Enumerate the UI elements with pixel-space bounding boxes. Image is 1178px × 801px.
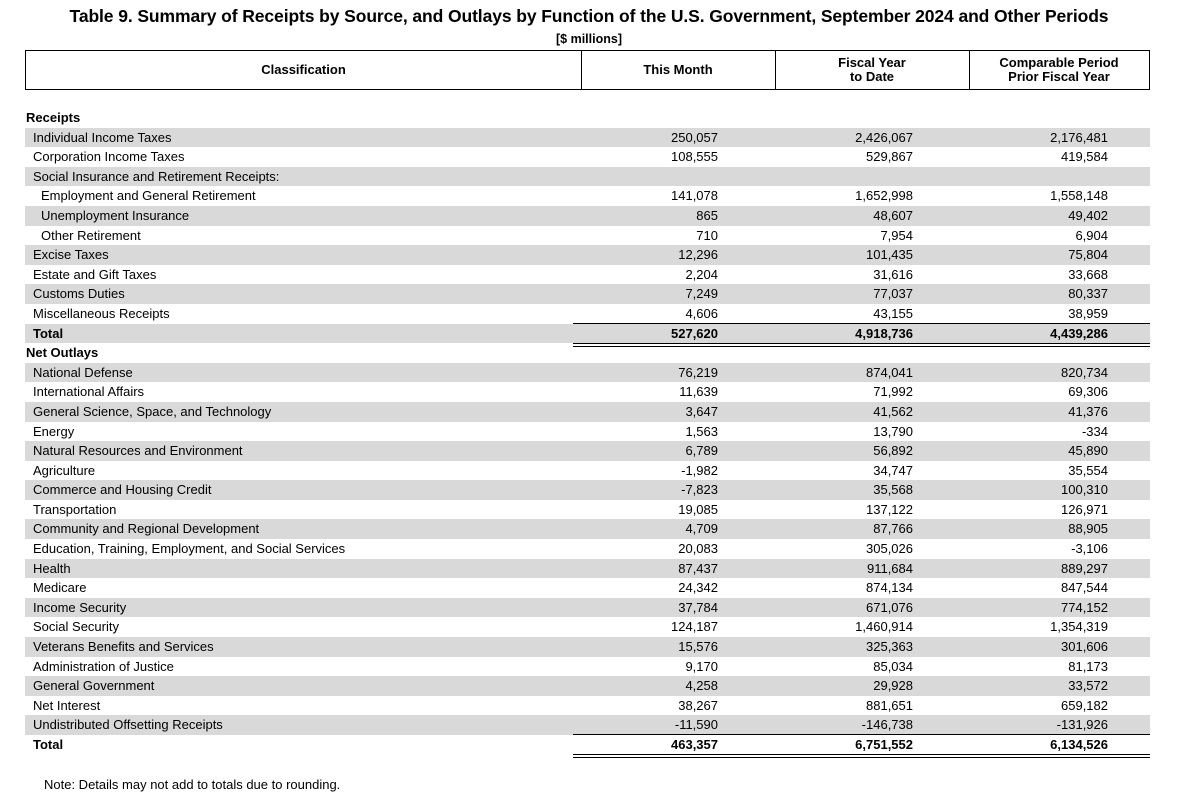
row-label: Employment and General Retirement [41,188,256,204]
table-header [25,50,1150,92]
row-label: Estate and Gift Taxes [33,266,157,282]
cell-fiscal-year-to-date: 2,426,067 [855,129,913,145]
header-fiscal-year-to-date [775,50,970,90]
cell-this-month: 24,342 [678,580,718,596]
cell-fiscal-year-to-date: 13,790 [873,423,913,439]
cell-prior-period: 33,668 [1068,266,1108,282]
cell-fiscal-year-to-date: 137,122 [866,501,913,517]
table-row [25,676,1150,696]
cell-fiscal-year-to-date: 56,892 [873,443,913,459]
cell-fiscal-year-to-date: 34,747 [873,462,913,478]
cell-this-month: 3,647 [685,403,718,419]
total-bottom-rule [573,754,1150,755]
outlays-section-title-label: Net Outlays [26,345,99,361]
cell-this-month: 2,204 [685,266,718,282]
table-row [25,422,1150,442]
cell-prior-period: 100,310 [1061,482,1108,498]
cell-prior-period: 33,572 [1068,678,1108,694]
table-row [25,245,1150,265]
cell-this-month: 12,296 [678,247,718,263]
row-label: Social Insurance and Retirement Receipts: [33,168,280,184]
cell-fiscal-year-to-date: 87,766 [873,521,913,537]
header-this-month [581,50,776,90]
cell-fiscal-year-to-date: 6,751,552 [855,737,913,752]
cell-fiscal-year-to-date: 35,568 [873,482,913,498]
table-row [25,657,1150,677]
cell-fiscal-year-to-date: 874,041 [866,364,913,380]
cell-this-month: 37,784 [678,599,718,615]
cell-this-month: 250,057 [671,129,718,145]
row-label: General Government [33,678,155,694]
cell-prior-period: 35,554 [1068,462,1108,478]
cell-prior-period: 88,905 [1068,521,1108,537]
row-label: Net Interest [33,697,101,713]
row-label: Administration of Justice [33,658,174,674]
table-row [25,167,1150,187]
table-body [25,108,1150,755]
cell-fiscal-year-to-date: 101,435 [866,247,913,263]
cell-this-month: 141,078 [671,188,718,204]
row-label: International Affairs [33,384,145,400]
table-row [25,696,1150,716]
table-row [25,186,1150,206]
cell-this-month: 15,576 [678,639,718,655]
cell-this-month: 463,357 [671,737,718,752]
outlays-section-title [25,343,1150,363]
table-row [25,147,1150,167]
table-row [25,715,1150,735]
total-top-rule [573,323,1150,324]
table-row [25,402,1150,422]
cell-prior-period: 301,606 [1061,639,1108,655]
row-label: General Science, Space, and Technology [33,403,272,419]
header-fytd-line1: Fiscal Year [838,55,906,70]
row-label: Total [33,325,64,341]
header-classification-label: Classification [261,62,346,77]
cell-prior-period: -131,926 [1056,717,1108,733]
cell-fiscal-year-to-date: 71,992 [873,384,913,400]
table-row [25,441,1150,461]
table-row [25,637,1150,657]
table-row [25,559,1150,579]
total-row [25,324,1150,344]
table-row [25,284,1150,304]
cell-prior-period: 1,558,148 [1050,188,1108,204]
cell-prior-period: -3,106 [1071,541,1108,557]
cell-fiscal-year-to-date: 48,607 [873,207,913,223]
cell-fiscal-year-to-date: 881,651 [866,697,913,713]
cell-fiscal-year-to-date: 31,616 [873,266,913,282]
row-label: Undistributed Offsetting Receipts [33,717,223,733]
cell-fiscal-year-to-date: -146,738 [861,717,913,733]
cell-this-month: 7,249 [685,286,718,302]
cell-this-month: 710 [696,227,718,243]
cell-fiscal-year-to-date: 29,928 [873,678,913,694]
row-label: Agriculture [33,462,96,478]
cell-prior-period: 4,439,286 [1050,325,1108,341]
total-row [25,735,1150,755]
table-row [25,382,1150,402]
cell-this-month: 11,639 [679,384,718,400]
cell-fiscal-year-to-date: 43,155 [873,305,913,321]
cell-this-month: 865 [696,207,718,223]
cell-this-month: -7,823 [681,482,718,498]
cell-this-month: -1,982 [681,462,718,478]
table-subtitle: [$ millions] [556,32,622,46]
row-label: Commerce and Housing Credit [33,482,212,498]
cell-prior-period: 419,584 [1061,149,1108,165]
cell-prior-period: 75,804 [1068,247,1108,263]
cell-prior-period: 41,376 [1068,403,1108,419]
row-label: Corporation Income Taxes [33,149,185,165]
cell-this-month: 108,555 [671,149,718,165]
cell-prior-period: -334 [1081,423,1108,439]
row-label: Community and Regional Development [33,521,260,537]
row-label: Individual Income Taxes [33,129,172,145]
row-label: Energy [33,423,75,439]
row-label: Medicare [33,580,87,596]
cell-this-month: 38,267 [678,697,718,713]
cell-fiscal-year-to-date: 7,954 [880,227,913,243]
row-label: National Defense [33,364,133,380]
row-label: Miscellaneous Receipts [33,305,170,321]
cell-this-month: 4,606 [685,305,718,321]
header-classification [25,50,582,90]
cell-fiscal-year-to-date: 305,026 [866,541,913,557]
row-label: Transportation [33,501,117,517]
cell-fiscal-year-to-date: 1,460,914 [855,619,913,635]
row-label: Natural Resources and Environment [33,443,243,459]
row-label: Excise Taxes [33,247,109,263]
cell-this-month: 19,085 [678,501,718,517]
cell-fiscal-year-to-date: 41,562 [873,403,913,419]
row-label: Veterans Benefits and Services [33,639,214,655]
table-row [25,519,1150,539]
cell-prior-period: 659,182 [1061,697,1108,713]
cell-fiscal-year-to-date: 911,684 [866,560,913,576]
cell-prior-period: 69,306 [1068,384,1108,400]
header-this-month-label: This Month [643,62,713,77]
cell-fiscal-year-to-date: 874,134 [866,580,913,596]
cell-fiscal-year-to-date: 671,076 [866,599,913,615]
header-prior-line1: Comparable Period [999,55,1119,70]
row-label: Total [33,737,64,752]
table-row [25,598,1150,618]
cell-this-month: 76,219 [678,364,718,380]
cell-prior-period: 49,402 [1068,207,1108,223]
cell-this-month: 20,083 [678,541,718,557]
cell-prior-period: 2,176,481 [1050,129,1108,145]
table-note: Note: Details may not add to totals due to rounding. [44,777,341,792]
table-row [25,500,1150,520]
cell-prior-period: 774,152 [1061,599,1108,615]
row-label: Social Security [33,619,119,635]
cell-this-month: 124,187 [671,619,718,635]
cell-fiscal-year-to-date: 85,034 [873,658,913,674]
table-row [25,363,1150,383]
header-fytd-line2: to Date [849,69,895,84]
cell-prior-period: 889,297 [1061,560,1108,576]
table-row [25,128,1150,148]
cell-prior-period: 80,337 [1068,286,1108,302]
table-row [25,206,1150,226]
cell-prior-period: 6,134,526 [1050,737,1108,752]
table-row [25,617,1150,637]
cell-this-month: 4,709 [685,521,718,537]
cell-this-month: 527,620 [671,325,718,341]
cell-prior-period: 820,734 [1061,364,1108,380]
table-title: Table 9. Summary of Receipts by Source, and Outlays by Function of the U.S. Government, September 2024 and Other Periods [69,6,1109,26]
receipts-section-title [25,108,1150,128]
cell-fiscal-year-to-date: 1,652,998 [855,188,913,204]
cell-prior-period: 81,173 [1068,658,1108,674]
cell-prior-period: 6,904 [1075,227,1108,243]
cell-this-month: -11,590 [674,717,718,733]
row-label: Income Security [33,599,127,615]
cell-fiscal-year-to-date: 4,918,736 [855,325,913,341]
cell-prior-period: 38,959 [1068,305,1108,321]
table-row [25,578,1150,598]
cell-this-month: 9,170 [685,658,718,674]
row-label: Health [33,560,71,576]
table-row [25,539,1150,559]
cell-fiscal-year-to-date: 77,037 [873,286,913,302]
cell-this-month: 4,258 [685,678,718,694]
cell-prior-period: 45,890 [1068,443,1108,459]
table-row [25,461,1150,481]
row-label: Customs Duties [33,286,125,302]
cell-fiscal-year-to-date: 529,867 [866,149,913,165]
cell-this-month: 87,437 [678,560,718,576]
cell-prior-period: 126,971 [1061,501,1108,517]
table-row [25,226,1150,246]
cell-prior-period: 1,354,319 [1050,619,1108,635]
table-row [25,304,1150,324]
cell-prior-period: 847,544 [1061,580,1108,596]
total-top-rule [573,734,1150,735]
header-prior-period [969,50,1150,90]
cell-fiscal-year-to-date: 325,363 [866,639,913,655]
cell-this-month: 6,789 [685,443,718,459]
row-label: Education, Training, Employment, and Social Services [33,541,346,557]
header-prior-line2: Prior Fiscal Year [1008,69,1110,84]
cell-this-month: 1,563 [685,423,718,439]
table-row [25,265,1150,285]
row-label: Other Retirement [41,227,141,243]
row-label: Unemployment Insurance [41,207,190,223]
table-row [25,480,1150,500]
total-bottom-rule-2 [573,757,1150,758]
receipts-section-title-label: Receipts [26,110,81,125]
